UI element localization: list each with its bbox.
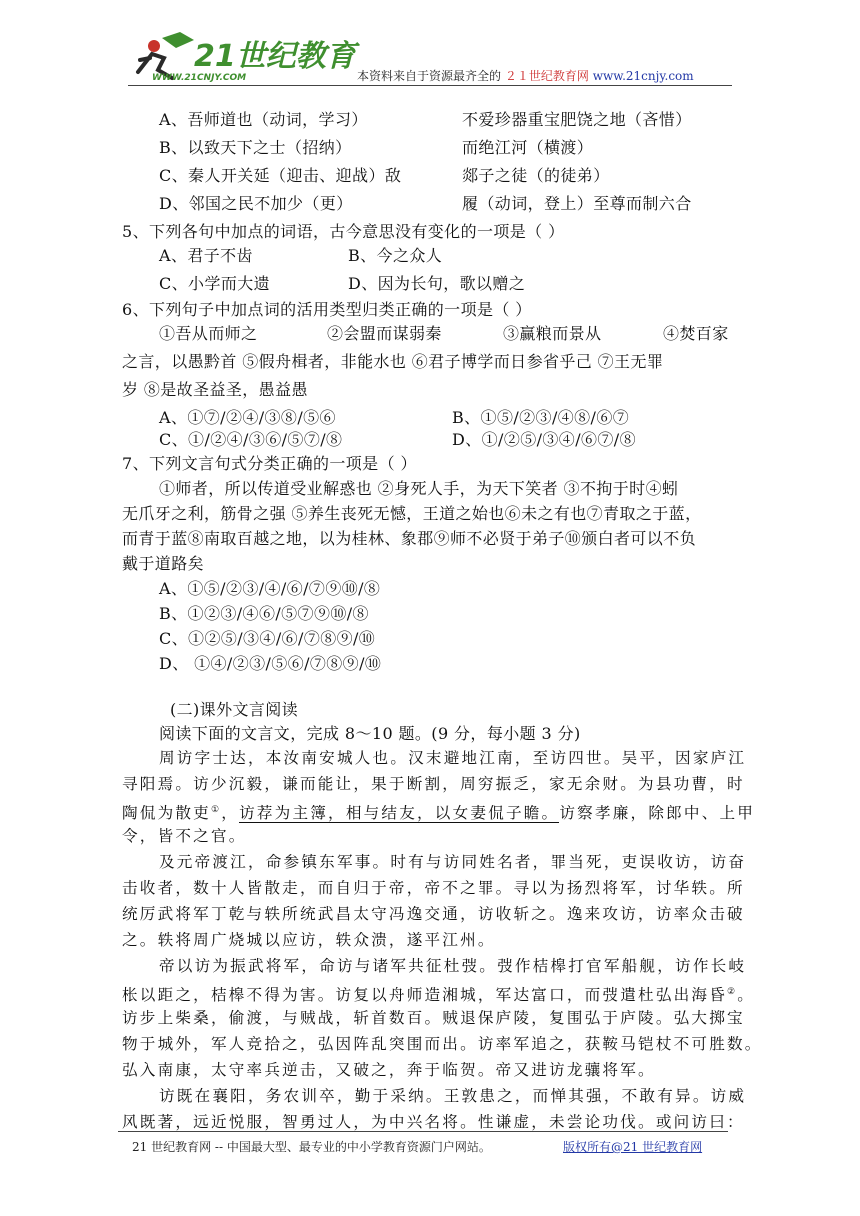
option-b-right: 而绝江河（横渡） [462,138,594,157]
passage-p1-line-1: 周访字士达，本汝南安城人也。汉末避地江南，至访四世。吴平，因家庐江 [159,749,747,767]
question-7-stem: 7、下列文言句式分类正确的一项是（ ） [122,454,417,473]
question-7-line-3: 而青于蓝⑧南取百越之地，以为桂林、象郡⑨师不必贤于弟子⑩颁白者可以不负 [122,529,697,548]
question-6-line-3: 岁 ⑧是故圣益圣，愚益愚 [122,380,308,399]
option-a-left: A、吾师道也（动词，学习） [159,110,368,129]
question-7-option-d: D、 ①④/②③/⑤⑥/⑦⑧⑨/⑩ [159,654,382,673]
option-c-right: 郯子之徒（的徒弟） [462,166,610,185]
passage-p1-line-4: 令，皆不之官。 [122,827,247,845]
passage-p4-line-1: 访既在襄阳，务农训卒，勤于采纳。王敦患之，而惮其强，不敢有异。访威 [159,1087,747,1105]
footnote-marker-1: ① [210,805,222,815]
question-6-option-b: B、①⑤/②③/④⑧/⑥⑦ [452,408,630,427]
passage-p3-line-1: 帝以访为振武将军，命访与诸军共征杜弢。弢作桔槔打官军船舰，访作长岐 [159,957,747,975]
question-6-item-4: ④焚百家 [663,324,729,343]
option-a-right: 不爱珍器重宝肥饶之地（吝惜） [462,110,692,129]
passage-p2-line-3: 统厉武将军丁乾与轶所统武昌太守冯逸交通，访收斩之。逸来攻访，访率众击破 [122,905,745,923]
passage-p3-line-2-b: 。 [737,986,756,1005]
section-2-title: (二)课外文言阅读 [170,700,299,719]
question-7-line-2: 无爪牙之利，筋骨之强 ⑤养生丧死无憾，王道之始也⑥未之有也⑦青取之于蓝， [122,504,702,523]
footer-text: 21 世纪教育网 -- 中国最大型、最专业的中小学教育资源门户网站。 [132,1140,491,1154]
question-7-line-4: 戴于道路矣 [122,554,205,573]
question-6-option-d: D、①/②⑤/③④/⑥⑦/⑧ [452,430,636,449]
section-2-instructions: 阅读下面的文言文，完成 8～10 题。(9 分，每小题 3 分) [159,724,581,743]
passage-p1-line-3-b: ， [221,804,240,823]
footer-divider [118,1131,728,1132]
passage-p3-line-5: 弘入南康，太守率兵逆击，又破之，奔于临贺。帝又进访龙骧将军。 [122,1061,656,1079]
passage-p1-line-3 [122,799,755,824]
option-d-right: 履（动词，登上）至尊而制六合 [462,194,692,213]
footnote-marker-2: ② [727,987,738,997]
question-7-line-1: ①师者，所以传道受业解惑也 ②身死人手，为天下笑者 ③不拘于时④蚓 [159,479,679,498]
header-note-prefix: 本资料来自于资源最齐全的 [357,69,502,83]
passage-p2-line-4: 之。轶将周广烧城以应访，轶众溃，遂平江州。 [122,931,496,949]
question-6-option-a: A、①⑦/②④/③⑧/⑤⑥ [159,408,336,427]
question-5-option-b: B、今之众人 [348,246,443,265]
question-6-item-3: ③赢粮而景从 [503,324,602,343]
question-5-option-a: A、君子不齿 [159,246,253,265]
question-6-option-c: C、①/②④/③⑥/⑤⑦/⑧ [159,430,343,449]
question-7-option-a: A、①⑤/②③/④/⑥/⑦⑨⑩/⑧ [159,579,381,598]
logo-url-text: WWW.21CNJY.COM [152,73,247,83]
question-6-item-1: ①吾从而师之 [159,324,258,343]
question-5-stem: 5、下列各句中加点的词语，古今意思没有变化的一项是（ ） [122,222,565,241]
option-b-left: B、以致天下之士（招纳） [159,138,352,157]
passage-p2-line-1: 及元帝渡江，命参镇东军事。时有与访同姓名者，罪当死，吏误收访，访奋 [159,853,747,871]
header-url-link[interactable]: www.21cnjy.com [592,69,694,83]
header-note [357,67,694,84]
question-7-option-b: B、①②③/④⑥/⑤⑦⑨⑩/⑧ [159,604,369,623]
logo-runner-icon [132,30,356,86]
passage-p1-line-2: 寻阳焉。访少沉毅，谦而能让，果于断割，周穷振乏，家无余财。为县功曹，时 [122,775,745,793]
underlined-sentence: 访荐为主簿，相与结友，以女妻侃子瞻。 [239,804,560,823]
header-divider [128,85,732,86]
passage-p4-line-2: 风既著，远近悦服，智勇过人，为中兴名将。性谦虚，未尝论功伐。或问访曰： [122,1113,745,1131]
option-d-left: D、邻国之民不加少（更） [159,194,353,213]
passage-p3-line-4: 物于城外，军人竞拾之，弘因阵乱突围而出。访率军追之，获鞍马铠杖不可胜数。 [122,1035,763,1053]
passage-p1-line-3-a: 陶侃为散吏 [122,804,211,823]
question-6-line-2: 之言，以愚黔首 ⑤假舟楫者，非能水也 ⑥君子博学而日参省乎己 ⑦王无罪 [122,352,664,371]
option-c-left: C、秦人开关延（迎击、迎战）敌 [159,166,402,185]
question-6-item-2: ②会盟而谋弱秦 [327,324,442,343]
passage-p3-line-2 [122,981,755,1006]
header-site-link[interactable]: ２１世纪教育网 [504,69,589,83]
passage-p1-line-3-d: 访察孝廉，除郎中、上甲 [559,804,756,823]
passage-p3-line-3: 访步上柴桑，偷渡，与贼战，斩首数百。贼退保庐陵，复围弘于庐陵。弘大掷宝 [122,1009,745,1027]
question-5-option-c: C、小学而大遗 [159,274,271,293]
question-6-stem: 6、下列句子中加点词的活用类型归类正确的一项是（ ） [122,300,532,319]
passage-p2-line-2: 击收者，数十人皆散走，而自归于帝，帝不之罪。寻以为扬烈将军，讨华轶。所 [122,879,745,897]
question-5-option-d: D、因为长句，歌以赠之 [348,274,526,293]
logo-text: 21世纪教育 [194,39,356,74]
passage-p3-line-2-a: 枨以距之，桔槔不得为害。访复以舟师造湘城，军达富口，而弢遣杜弘出海昏 [122,986,727,1005]
site-logo[interactable] [132,30,356,86]
question-7-option-c: C、①②⑤/③④/⑥/⑦⑧⑨/⑩ [159,629,376,648]
footer-copyright-link[interactable]: 版权所有@21 世纪教育网 [563,1140,703,1154]
